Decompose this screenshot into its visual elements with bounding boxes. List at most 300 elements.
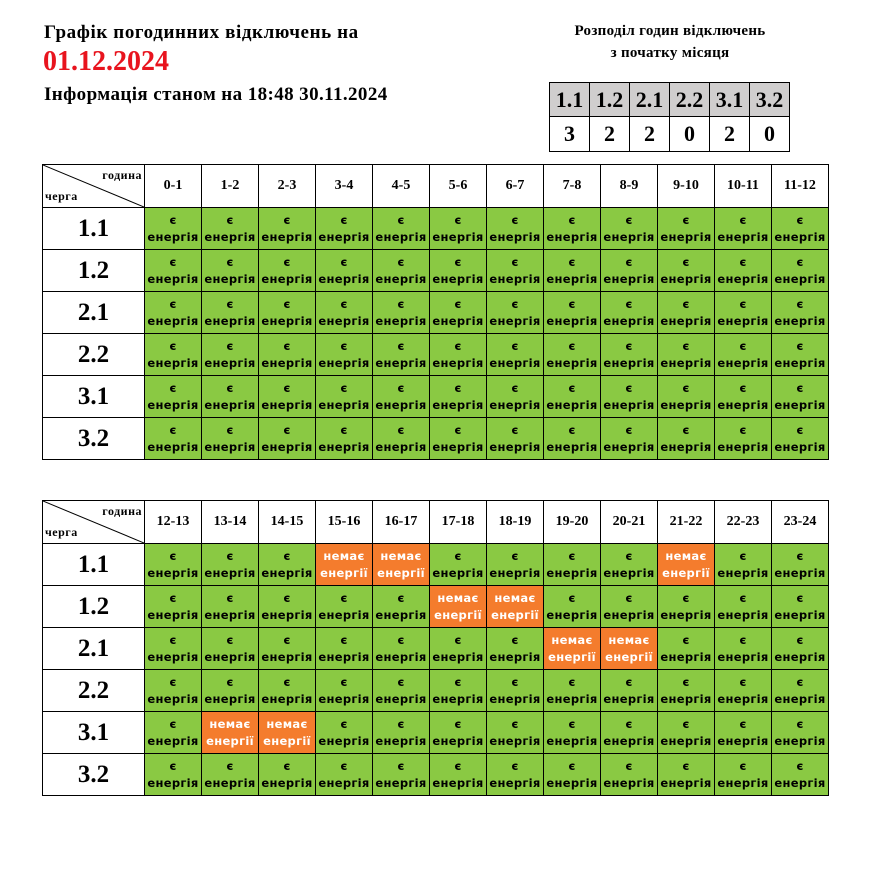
power-on-cell bbox=[316, 208, 373, 250]
status-line2: енергія bbox=[147, 565, 199, 580]
hour-header: 1-2 bbox=[202, 165, 259, 208]
status-line2: енергія bbox=[432, 691, 484, 706]
status-line1: немає bbox=[494, 590, 536, 605]
power-on-cell bbox=[202, 292, 259, 334]
power-off-cell bbox=[202, 712, 259, 754]
status-line2: енергія bbox=[204, 313, 256, 328]
status-line2: енергія bbox=[261, 439, 313, 454]
status-line2: енергія bbox=[489, 691, 541, 706]
status-line2: енергії bbox=[263, 733, 311, 748]
status-line2: енергія bbox=[261, 649, 313, 664]
status-line2: енергія bbox=[204, 229, 256, 244]
queue-label: 1.2 bbox=[43, 586, 145, 628]
status-line1: є bbox=[454, 716, 462, 731]
power-on-cell bbox=[373, 670, 430, 712]
power-on-cell bbox=[202, 586, 259, 628]
schedule-table-morning bbox=[42, 164, 829, 460]
status-line2: енергія bbox=[546, 271, 598, 286]
status-line2: енергія bbox=[774, 607, 826, 622]
status-line2: енергія bbox=[375, 649, 427, 664]
distribution-queue: 2.2 bbox=[670, 83, 710, 117]
status-line1: є bbox=[340, 716, 348, 731]
power-on-cell bbox=[202, 754, 259, 796]
power-on-cell bbox=[772, 670, 829, 712]
power-off-cell bbox=[373, 544, 430, 586]
distribution-hours: 2 bbox=[590, 117, 630, 152]
status-line2: енергія bbox=[432, 355, 484, 370]
power-on-cell bbox=[772, 754, 829, 796]
status-line1: є bbox=[568, 380, 576, 395]
status-line1: є bbox=[169, 590, 177, 605]
status-line1: є bbox=[625, 380, 633, 395]
status-line1: є bbox=[226, 338, 234, 353]
status-line1: є bbox=[169, 716, 177, 731]
power-on-cell bbox=[259, 586, 316, 628]
status-line1: є bbox=[454, 380, 462, 395]
status-line2: енергія bbox=[660, 229, 712, 244]
status-line2: енергії bbox=[491, 607, 539, 622]
power-on-cell bbox=[544, 250, 601, 292]
schedule-date: 01.12.2024 bbox=[43, 46, 169, 77]
power-on-cell bbox=[145, 292, 202, 334]
power-on-cell bbox=[316, 670, 373, 712]
status-line1: є bbox=[340, 212, 348, 227]
distribution-hours: 2 bbox=[630, 117, 670, 152]
status-line1: є bbox=[682, 590, 690, 605]
status-line2: енергія bbox=[375, 607, 427, 622]
status-line1: є bbox=[340, 254, 348, 269]
status-line1: є bbox=[625, 254, 633, 269]
status-line2: енергія bbox=[774, 775, 826, 790]
status-line2: енергія bbox=[774, 649, 826, 664]
hour-header: 12-13 bbox=[145, 501, 202, 544]
status-line2: енергія bbox=[375, 313, 427, 328]
power-on-cell bbox=[544, 586, 601, 628]
status-line2: енергія bbox=[603, 229, 655, 244]
power-on-cell bbox=[772, 418, 829, 460]
status-line1: є bbox=[454, 296, 462, 311]
status-line2: енергія bbox=[261, 355, 313, 370]
power-on-cell bbox=[772, 712, 829, 754]
status-line1: є bbox=[511, 674, 519, 689]
status-line2: енергія bbox=[432, 733, 484, 748]
power-on-cell bbox=[430, 418, 487, 460]
hour-header: 16-17 bbox=[373, 501, 430, 544]
power-on-cell bbox=[658, 208, 715, 250]
power-on-cell bbox=[145, 250, 202, 292]
status-line1: є bbox=[169, 296, 177, 311]
corner-label-hour: година bbox=[102, 168, 142, 182]
status-line1: є bbox=[340, 590, 348, 605]
status-line1: є bbox=[796, 758, 804, 773]
status-line1: є bbox=[739, 338, 747, 353]
power-on-cell bbox=[487, 376, 544, 418]
status-line1: є bbox=[511, 212, 519, 227]
status-line1: немає bbox=[266, 716, 308, 731]
status-line1: є bbox=[682, 632, 690, 647]
distribution-table bbox=[549, 82, 790, 152]
status-line2: енергія bbox=[261, 565, 313, 580]
status-line1: є bbox=[796, 212, 804, 227]
status-line1: є bbox=[739, 758, 747, 773]
status-line2: енергія bbox=[546, 355, 598, 370]
status-line1: є bbox=[397, 632, 405, 647]
status-line1: є bbox=[226, 674, 234, 689]
power-on-cell bbox=[772, 292, 829, 334]
status-line1: є bbox=[739, 716, 747, 731]
status-line1: є bbox=[568, 212, 576, 227]
status-line2: енергія bbox=[204, 691, 256, 706]
power-on-cell bbox=[430, 670, 487, 712]
hour-header: 11-12 bbox=[772, 165, 829, 208]
status-line1: є bbox=[283, 380, 291, 395]
status-line1: є bbox=[568, 296, 576, 311]
distribution-hours: 3 bbox=[550, 117, 590, 152]
status-line1: є bbox=[397, 590, 405, 605]
power-on-cell bbox=[544, 670, 601, 712]
status-line2: енергія bbox=[432, 439, 484, 454]
status-line1: є bbox=[226, 422, 234, 437]
power-on-cell bbox=[373, 292, 430, 334]
distribution-queue-row bbox=[550, 83, 790, 117]
status-line1: є bbox=[739, 590, 747, 605]
status-line2: енергія bbox=[318, 649, 370, 664]
power-on-cell bbox=[259, 670, 316, 712]
status-line2: енергія bbox=[318, 313, 370, 328]
status-line2: енергія bbox=[318, 355, 370, 370]
schedule-table-afternoon bbox=[42, 500, 829, 796]
power-on-cell bbox=[373, 712, 430, 754]
queue-row bbox=[43, 586, 829, 628]
status-line1: є bbox=[283, 296, 291, 311]
status-line2: енергія bbox=[204, 775, 256, 790]
distribution-hours-row bbox=[550, 117, 790, 152]
status-line2: енергія bbox=[717, 649, 769, 664]
distribution-hours: 2 bbox=[710, 117, 750, 152]
power-on-cell bbox=[373, 250, 430, 292]
status-line2: енергія bbox=[774, 565, 826, 580]
status-line1: є bbox=[682, 674, 690, 689]
power-on-cell bbox=[259, 754, 316, 796]
status-line2: енергія bbox=[147, 271, 199, 286]
power-on-cell bbox=[373, 334, 430, 376]
status-line2: енергія bbox=[147, 355, 199, 370]
hour-header: 21-22 bbox=[658, 501, 715, 544]
status-line2: енергія bbox=[774, 271, 826, 286]
status-line1: є bbox=[568, 422, 576, 437]
power-on-cell bbox=[145, 208, 202, 250]
status-line1: є bbox=[397, 758, 405, 773]
queue-label: 2.2 bbox=[43, 334, 145, 376]
queue-row bbox=[43, 250, 829, 292]
status-line1: є bbox=[169, 212, 177, 227]
queue-label: 1.1 bbox=[43, 544, 145, 586]
queue-row bbox=[43, 418, 829, 460]
status-line1: є bbox=[682, 212, 690, 227]
status-line2: енергія bbox=[204, 439, 256, 454]
hour-header: 9-10 bbox=[658, 165, 715, 208]
power-on-cell bbox=[772, 544, 829, 586]
status-line1: є bbox=[568, 590, 576, 605]
status-line2: енергія bbox=[546, 439, 598, 454]
power-on-cell bbox=[715, 250, 772, 292]
power-on-cell bbox=[715, 208, 772, 250]
status-line1: є bbox=[682, 254, 690, 269]
status-line2: енергія bbox=[546, 397, 598, 412]
status-line1: є bbox=[340, 674, 348, 689]
power-on-cell bbox=[316, 334, 373, 376]
hour-header: 13-14 bbox=[202, 501, 259, 544]
status-line1: є bbox=[511, 338, 519, 353]
power-on-cell bbox=[772, 208, 829, 250]
status-line2: енергія bbox=[489, 313, 541, 328]
hour-header: 20-21 bbox=[601, 501, 658, 544]
status-line2: енергія bbox=[546, 607, 598, 622]
status-line2: енергії bbox=[662, 565, 710, 580]
power-on-cell bbox=[715, 628, 772, 670]
status-line1: є bbox=[397, 716, 405, 731]
queue-row bbox=[43, 376, 829, 418]
status-line2: енергія bbox=[489, 775, 541, 790]
power-on-cell bbox=[430, 712, 487, 754]
status-line2: енергія bbox=[546, 229, 598, 244]
status-line2: енергія bbox=[603, 439, 655, 454]
status-line1: є bbox=[511, 716, 519, 731]
status-line1: є bbox=[511, 254, 519, 269]
status-line2: енергії bbox=[548, 649, 596, 664]
status-line1: є bbox=[169, 548, 177, 563]
status-line2: енергія bbox=[204, 649, 256, 664]
power-on-cell bbox=[430, 334, 487, 376]
status-line1: є bbox=[454, 758, 462, 773]
status-line1: є bbox=[796, 254, 804, 269]
power-on-cell bbox=[658, 670, 715, 712]
status-line2: енергія bbox=[489, 649, 541, 664]
status-line2: енергія bbox=[660, 733, 712, 748]
power-on-cell bbox=[145, 754, 202, 796]
status-line2: енергії bbox=[206, 733, 254, 748]
status-line2: енергія bbox=[261, 397, 313, 412]
power-on-cell bbox=[202, 628, 259, 670]
power-on-cell bbox=[715, 754, 772, 796]
status-line2: енергія bbox=[489, 733, 541, 748]
power-on-cell bbox=[373, 418, 430, 460]
status-line1: немає bbox=[665, 548, 707, 563]
queue-label: 3.1 bbox=[43, 712, 145, 754]
status-line2: енергія bbox=[660, 649, 712, 664]
status-line2: енергія bbox=[717, 565, 769, 580]
hour-header: 5-6 bbox=[430, 165, 487, 208]
status-line1: є bbox=[682, 296, 690, 311]
power-on-cell bbox=[202, 376, 259, 418]
power-on-cell bbox=[715, 586, 772, 628]
status-line1: є bbox=[226, 758, 234, 773]
status-line1: є bbox=[283, 590, 291, 605]
power-on-cell bbox=[373, 586, 430, 628]
status-line2: енергія bbox=[147, 397, 199, 412]
power-on-cell bbox=[316, 292, 373, 334]
power-on-cell bbox=[316, 418, 373, 460]
status-line2: енергія bbox=[603, 691, 655, 706]
status-line1: є bbox=[340, 422, 348, 437]
hour-header: 23-24 bbox=[772, 501, 829, 544]
status-line2: енергія bbox=[603, 271, 655, 286]
queue-label: 1.1 bbox=[43, 208, 145, 250]
status-line1: немає bbox=[437, 590, 479, 605]
status-line1: є bbox=[340, 380, 348, 395]
status-line1: є bbox=[625, 548, 633, 563]
status-line1: є bbox=[340, 338, 348, 353]
power-on-cell bbox=[544, 754, 601, 796]
status-line2: енергія bbox=[432, 775, 484, 790]
status-line1: є bbox=[397, 212, 405, 227]
status-line2: енергія bbox=[261, 691, 313, 706]
power-on-cell bbox=[544, 292, 601, 334]
status-line2: енергія bbox=[375, 775, 427, 790]
status-line1: є bbox=[397, 296, 405, 311]
status-line1: є bbox=[625, 296, 633, 311]
status-line2: енергія bbox=[147, 775, 199, 790]
status-line1: є bbox=[169, 758, 177, 773]
status-line2: енергія bbox=[489, 355, 541, 370]
power-on-cell bbox=[772, 250, 829, 292]
power-on-cell bbox=[487, 334, 544, 376]
status-line1: є bbox=[625, 212, 633, 227]
status-line1: є bbox=[454, 212, 462, 227]
status-line2: енергія bbox=[375, 733, 427, 748]
status-line2: енергія bbox=[774, 733, 826, 748]
power-on-cell bbox=[316, 376, 373, 418]
status-line2: енергія bbox=[717, 313, 769, 328]
power-on-cell bbox=[259, 628, 316, 670]
status-line1: є bbox=[511, 548, 519, 563]
status-line2: енергія bbox=[603, 607, 655, 622]
power-on-cell bbox=[430, 628, 487, 670]
status-line1: є bbox=[739, 296, 747, 311]
status-line2: енергія bbox=[603, 565, 655, 580]
power-on-cell bbox=[715, 712, 772, 754]
status-line2: енергія bbox=[774, 439, 826, 454]
distribution-title-line1: Розподіл годин відключень bbox=[574, 23, 766, 39]
status-line2: енергії bbox=[605, 649, 653, 664]
power-on-cell bbox=[544, 418, 601, 460]
status-line1: є bbox=[739, 422, 747, 437]
power-on-cell bbox=[202, 208, 259, 250]
queue-row bbox=[43, 754, 829, 796]
power-off-cell bbox=[601, 628, 658, 670]
hour-header: 14-15 bbox=[259, 501, 316, 544]
status-line1: є bbox=[226, 590, 234, 605]
status-line1: є bbox=[739, 548, 747, 563]
status-line1: є bbox=[340, 632, 348, 647]
status-line1: є bbox=[226, 380, 234, 395]
power-off-cell bbox=[487, 586, 544, 628]
status-line2: енергія bbox=[774, 355, 826, 370]
power-on-cell bbox=[658, 586, 715, 628]
status-line2: енергія bbox=[774, 313, 826, 328]
distribution-queue: 3.2 bbox=[750, 83, 790, 117]
status-line2: енергія bbox=[147, 691, 199, 706]
status-line1: є bbox=[682, 422, 690, 437]
status-line1: є bbox=[283, 254, 291, 269]
status-line1: є bbox=[397, 674, 405, 689]
power-on-cell bbox=[601, 334, 658, 376]
status-line1: є bbox=[397, 338, 405, 353]
status-line1: є bbox=[625, 716, 633, 731]
power-on-cell bbox=[373, 376, 430, 418]
status-line1: є bbox=[226, 632, 234, 647]
power-off-cell bbox=[259, 712, 316, 754]
info-timestamp: Інформація станом на 18:48 30.11.2024 bbox=[44, 84, 388, 105]
status-line2: енергія bbox=[717, 355, 769, 370]
status-line2: енергія bbox=[660, 439, 712, 454]
status-line1: є bbox=[283, 548, 291, 563]
status-line2: енергія bbox=[717, 607, 769, 622]
status-line1: є bbox=[283, 212, 291, 227]
hour-header: 19-20 bbox=[544, 501, 601, 544]
queue-row bbox=[43, 670, 829, 712]
power-on-cell bbox=[487, 712, 544, 754]
hour-header: 4-5 bbox=[373, 165, 430, 208]
queue-row bbox=[43, 292, 829, 334]
status-line2: енергія bbox=[717, 691, 769, 706]
power-on-cell bbox=[373, 754, 430, 796]
power-on-cell bbox=[145, 670, 202, 712]
power-on-cell bbox=[715, 544, 772, 586]
power-on-cell bbox=[430, 544, 487, 586]
queue-row bbox=[43, 712, 829, 754]
distribution-hours: 0 bbox=[750, 117, 790, 152]
power-on-cell bbox=[259, 376, 316, 418]
status-line2: енергія bbox=[432, 313, 484, 328]
power-on-cell bbox=[202, 418, 259, 460]
status-line2: енергія bbox=[204, 271, 256, 286]
status-line2: енергія bbox=[318, 733, 370, 748]
queue-label: 2.1 bbox=[43, 628, 145, 670]
status-line1: немає bbox=[323, 548, 365, 563]
status-line1: є bbox=[796, 380, 804, 395]
status-line2: енергія bbox=[261, 313, 313, 328]
status-line1: є bbox=[739, 380, 747, 395]
power-on-cell bbox=[316, 712, 373, 754]
power-on-cell bbox=[202, 670, 259, 712]
status-line2: енергія bbox=[489, 271, 541, 286]
status-line2: енергія bbox=[774, 691, 826, 706]
status-line1: є bbox=[568, 758, 576, 773]
power-on-cell bbox=[601, 544, 658, 586]
power-on-cell bbox=[715, 292, 772, 334]
status-line1: є bbox=[796, 338, 804, 353]
status-line1: є bbox=[169, 632, 177, 647]
status-line2: енергія bbox=[660, 313, 712, 328]
power-on-cell bbox=[316, 628, 373, 670]
status-line2: енергія bbox=[375, 397, 427, 412]
power-on-cell bbox=[145, 376, 202, 418]
status-line1: є bbox=[226, 254, 234, 269]
distribution-queue: 2.1 bbox=[630, 83, 670, 117]
status-line1: є bbox=[625, 590, 633, 605]
status-line2: енергія bbox=[432, 649, 484, 664]
hour-header: 0-1 bbox=[145, 165, 202, 208]
corner-header bbox=[43, 501, 145, 544]
status-line2: енергія bbox=[489, 397, 541, 412]
status-line2: енергія bbox=[318, 691, 370, 706]
status-line2: енергії bbox=[377, 565, 425, 580]
status-line2: енергія bbox=[717, 439, 769, 454]
power-off-cell bbox=[430, 586, 487, 628]
queue-row bbox=[43, 208, 829, 250]
status-line2: енергія bbox=[546, 565, 598, 580]
